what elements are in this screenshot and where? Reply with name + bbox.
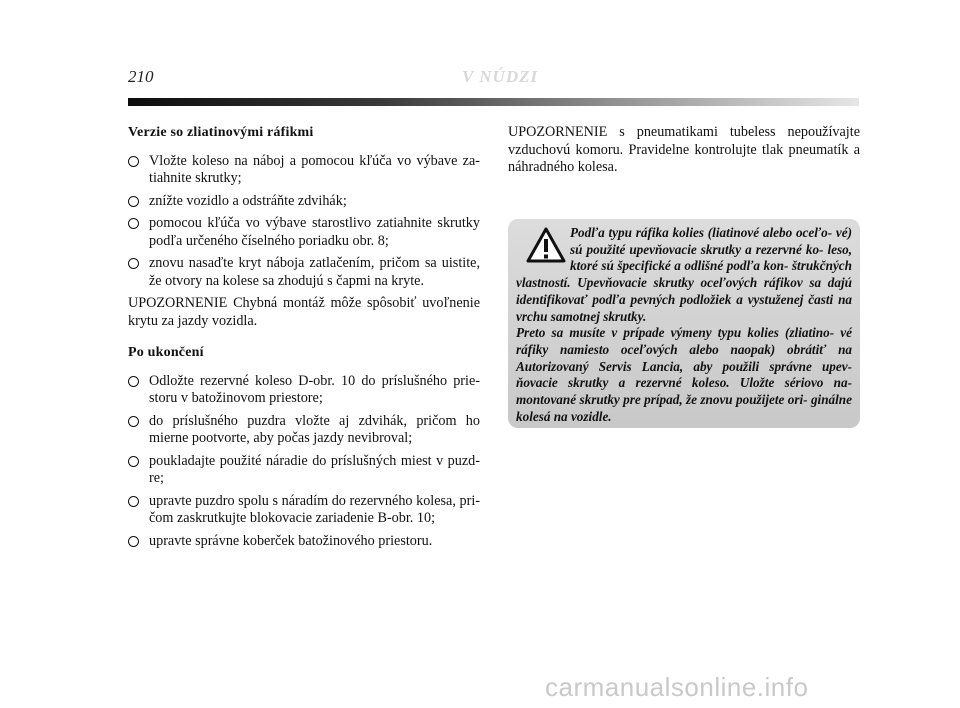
list-item: Vložte koleso na náboj a pomocou kľúča vo výbave za- tiahnite skrutky; [128,153,480,188]
list-item: Odložte rezervné koleso D-obr. 10 do príslušného prie- storu v batožinovom priestore; [128,373,480,408]
section-heading-alloy-rims: Verzie so zliatinovými ráfikmi [128,125,314,140]
list-item: poukladajte použité náradie do príslušných miest v puzd- re; [128,453,480,488]
list-item: znovu nasaďte kryt náboja zatlačením, pričom sa uistite, že otvory na kolese sa zhodujú s čapmi na kryte. [128,255,480,290]
finish-steps [128,373,480,551]
bullet-icon [128,218,139,229]
header-divider [128,98,859,106]
note-tubeless-tyres: UPOZORNENIE s pneumatikami tubeless nepoužívajte vzduchovú komoru. Pravidelne kontrolujte tlak pneumatík a náhradného kolesa. [508,124,860,175]
list-item: znížte vozidlo a odstráňte zdvihák; [128,193,480,211]
list-item: pomocou kľúča vo výbave starostlivo zatiahnite skrutky podľa určeného číselného poriadku obr. 8; [128,215,480,250]
left-column [128,124,480,555]
warning-paragraph-1: Podľa typu ráfika kolies (liatinové alebo oceľo- vé) sú použité upevňovacie skrutky a rezervné ko- leso, ktoré sú špecifické a odlišné podľa kon- štrukčných vlastností. Upevňovacie skrutky oceľových ráfikov sa dajú identifikovať podľa pevných podložiek a vystuženej časti na vrchu samotnej skrutky. [516,225,852,324]
bullet-icon [128,496,139,507]
note-incorrect-mounting: UPOZORNENIE Chybná montáž môže spôsobiť uvoľnenie krytu za jazdy vozidla. [128,295,480,329]
bullet-icon [128,416,139,427]
bullet-icon [128,456,139,467]
alloy-rims-steps [128,153,480,291]
bullet-icon [128,536,139,547]
chapter-title: V NÚDZI [462,67,539,86]
page-header [128,67,858,97]
bullet-icon [128,156,139,167]
warning-text [516,225,852,425]
warning-box [508,219,860,428]
warning-paragraph-2: Preto sa musíte v prípade výmeny typu kolies (zliatino- vé ráfiky namiesto oceľových alebo naopak) obrátiť na Autorizovaný Servis Lancia, aby použili správne upev- ňovacie skrutky a rezervné koleso. Uložte sériovo na- montované skrutky pre prípad, že znovu použijete ori- ginálne kolesá na vozidle. [516,325,852,424]
watermark: carmanualsonline.info [545,672,809,702]
list-item: upravte puzdro spolu s náradím do rezervného kolesa, pri- čom zaskrutkujte blokovacie zariadenie B-obr. 10; [128,493,480,528]
page-number: 210 [128,67,154,86]
bullet-icon [128,258,139,269]
list-item: upravte správne koberček batožinového priestoru. [128,533,480,551]
right-column [508,124,860,177]
bullet-icon [128,196,139,207]
warning-icon-spacer [516,225,570,273]
bullet-icon [128,376,139,387]
list-item: do príslušného puzdra vložte aj zdvihák, pričom ho mierne pootvorte, aby počas jazdy nevibroval; [128,413,480,448]
section-heading-finish: Po ukončení [128,345,204,360]
